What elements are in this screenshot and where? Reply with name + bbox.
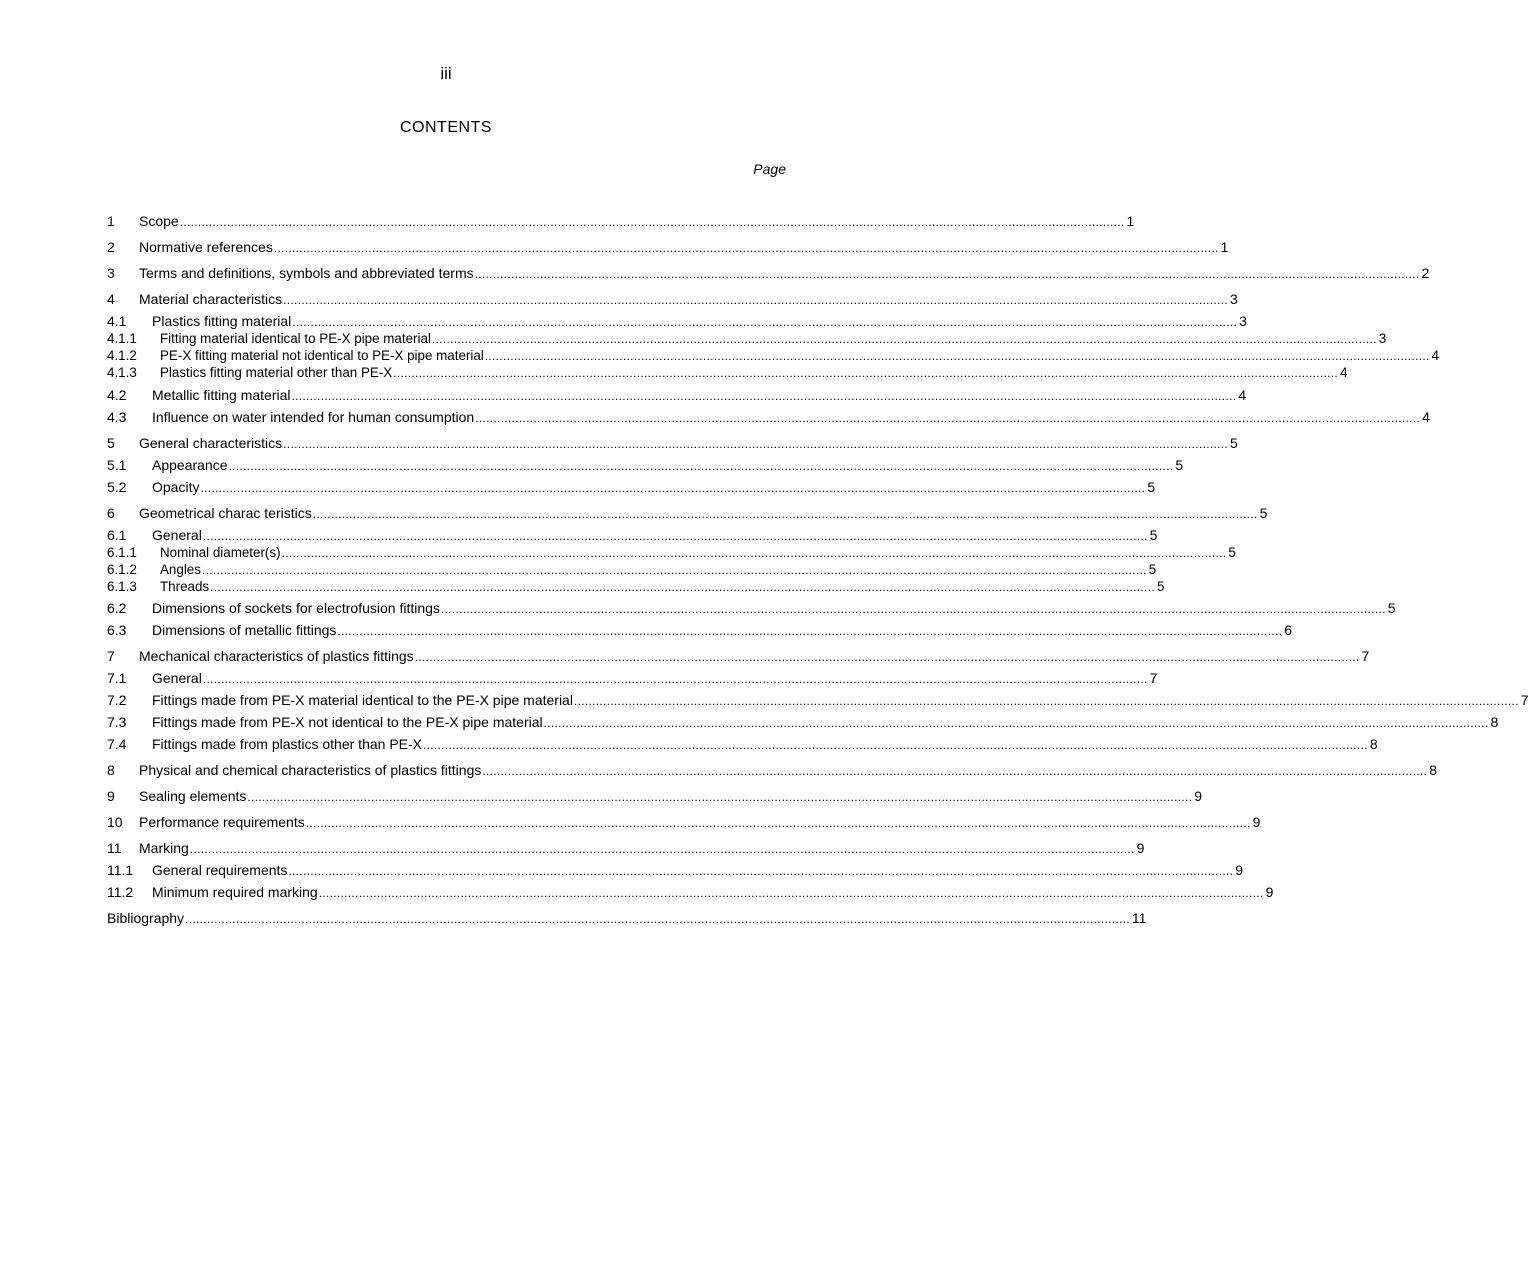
toc-entry[interactable] (107, 714, 1499, 731)
toc-entry-number: 2 (107, 239, 115, 255)
toc-entry-number: 8 (107, 762, 115, 778)
toc-entry-number: 11.2 (107, 884, 134, 900)
toc-entry-page: 4 (1238, 387, 1247, 403)
toc-dot-leader: .................................................................................................................................................................................................................................................................... (318, 886, 1264, 900)
toc-dot-leader: .................................................................................................................................................................................................................................................................... (288, 864, 1234, 878)
toc-entry-title: General characteristics (139, 435, 283, 451)
toc-entry-page: 8 (1369, 736, 1378, 752)
toc-entry-number: 5.2 (107, 479, 127, 495)
toc-entry[interactable] (107, 313, 1247, 330)
toc-dot-leader: .................................................................................................................................................................................................................................................................... (247, 790, 1193, 804)
toc-entry-number: 7 (107, 648, 115, 664)
toc-entry-page: 4 (1422, 409, 1430, 425)
toc-entry[interactable] (107, 762, 1437, 779)
toc-entry[interactable] (107, 670, 1158, 687)
toc-dot-leader: .................................................................................................................................................................................................................................................................... (337, 624, 1283, 638)
toc-entry-page: 5 (1228, 545, 1236, 560)
toc-entry-number: 1 (107, 213, 115, 229)
toc-entry-number: 4.3 (107, 409, 127, 425)
toc-entry-title: Physical and chemical characteristics of plastics fittings (139, 762, 482, 778)
toc-entry[interactable] (107, 692, 1529, 709)
toc-entry-page: 5 (1147, 479, 1156, 495)
toc-dot-leader: .................................................................................................................................................................................................................................................................... (291, 389, 1237, 403)
toc-entry-number: 6.1 (107, 527, 127, 543)
toc-entry[interactable] (107, 862, 1244, 879)
toc-entry[interactable] (107, 578, 1165, 595)
toc-dot-leader: .................................................................................................................................................................................................................................................................... (202, 672, 1148, 686)
toc-entry-page: 9 (1194, 788, 1203, 804)
toc-entry-page: 9 (1235, 862, 1244, 878)
toc-entry-page: 7 (1361, 648, 1370, 664)
toc-entry-number: 7.3 (107, 714, 127, 730)
contents-heading: CONTENTS (400, 119, 492, 136)
toc-dot-leader: .................................................................................................................................................................................................................................................................... (283, 437, 1229, 451)
toc-entry[interactable] (107, 457, 1184, 474)
toc-dot-leader: .................................................................................................................................................................................................................................................................... (201, 563, 1147, 577)
toc-entry-page: 5 (1175, 457, 1184, 473)
toc-entry-title: General (152, 527, 202, 543)
toc-entry-title: Bibliography (107, 910, 185, 926)
toc-dot-leader: .................................................................................................................................................................................................................................................................... (189, 842, 1135, 856)
toc-entry-number: 7.4 (107, 736, 127, 752)
toc-dot-leader: .................................................................................................................................................................................................................................................................... (431, 332, 1377, 346)
toc-entry-number: 6.1.1 (107, 545, 137, 560)
toc-dot-leader: .................................................................................................................................................................................................................................................................... (210, 580, 1155, 594)
toc-dot-leader: .................................................................................................................................................................................................................................................................... (292, 315, 1238, 329)
toc-entry-page: 8 (1490, 714, 1499, 730)
toc-entry-title: Dimensions of sockets for electrofusion fittings (152, 600, 440, 616)
toc-entry[interactable] (107, 347, 1440, 364)
toc-entry-page: 9 (1265, 884, 1274, 900)
toc-entry-page: 7 (1520, 692, 1529, 708)
toc-entry-page: 8 (1429, 762, 1437, 778)
page-column-label: Page (753, 161, 786, 177)
toc-entry-number: 11 (107, 840, 122, 856)
toc-entry-title: Mechanical characteristics of plastics fittings (139, 648, 414, 664)
toc-entry-page: 6 (1284, 622, 1293, 638)
toc-dot-leader: .................................................................................................................................................................................................................................................................... (228, 459, 1174, 473)
toc-dot-leader: .................................................................................................................................................................................................................................................................... (482, 764, 1428, 778)
toc-entry-number: 6.3 (107, 622, 127, 638)
toc-entry-number: 5 (107, 435, 115, 451)
toc-entry-title: Fittings made from PE-X not identical to the PE-X pipe material (152, 714, 543, 730)
toc-entry-title: Influence on water intended for human consumption (152, 409, 475, 425)
toc-entry[interactable] (107, 622, 1293, 639)
toc-entry-page: 3 (1230, 291, 1238, 307)
toc-entry-number: 4.1.2 (107, 348, 137, 363)
toc-entry[interactable] (107, 814, 1261, 831)
toc-entry-page: 3 (1239, 313, 1247, 329)
toc-dot-leader: .................................................................................................................................................................................................................................................................... (281, 546, 1227, 560)
toc-entry[interactable] (107, 788, 1203, 805)
toc-entry-page: 11 (1131, 910, 1147, 926)
toc-entry-title: Geometrical charac teristics (139, 505, 312, 521)
toc-entry-title: Scope (139, 213, 179, 229)
toc-entry[interactable] (107, 364, 1348, 381)
toc-entry-title: Nominal diameter(s) (160, 545, 281, 560)
toc-entry-page: 5 (1387, 600, 1396, 616)
toc-entry-page: 7 (1149, 670, 1158, 686)
toc-entry-title: Sealing elements (139, 788, 247, 804)
toc-entry-number: 7.2 (107, 692, 127, 708)
toc-entry-page: 3 (1378, 331, 1387, 346)
toc-entry-title: Appearance (152, 457, 228, 473)
toc-dot-leader: .................................................................................................................................................................................................................................................................... (440, 602, 1386, 616)
toc-entry-title: Fittings made from plastics other than PE-X (152, 736, 422, 752)
toc-dot-leader: .................................................................................................................................................................................................................................................................... (202, 529, 1148, 543)
toc-entry-number: 6.1.3 (107, 579, 137, 594)
toc-entry-page: 5 (1148, 562, 1157, 577)
toc-entry[interactable] (107, 239, 1229, 256)
toc-dot-leader: .................................................................................................................................................................................................................................................................... (474, 267, 1420, 281)
toc-dot-leader: .................................................................................................................................................................................................................................................................... (185, 912, 1130, 926)
toc-entry-title: Fitting material identical to PE-X pipe material (160, 331, 431, 346)
toc-entry-number: 6.1.2 (107, 562, 137, 577)
page-number: iii (440, 64, 452, 83)
toc-dot-leader: .................................................................................................................................................................................................................................................................... (484, 349, 1430, 363)
toc-entry-page: 1 (1126, 213, 1135, 229)
toc-entry[interactable] (107, 648, 1370, 665)
toc-entry[interactable] (107, 600, 1396, 617)
toc-dot-leader: .................................................................................................................................................................................................................................................................... (423, 738, 1368, 752)
toc-entry-number: 4.1.1 (107, 331, 137, 346)
toc-entry-title: Opacity (152, 479, 200, 495)
toc-entry-title: Terms and definitions, symbols and abbreviated terms (139, 265, 474, 281)
toc-entry-number: 6.2 (107, 600, 127, 616)
toc-dot-leader: .................................................................................................................................................................................................................................................................... (414, 650, 1360, 664)
toc-entry-page: 5 (1230, 435, 1238, 451)
toc-entry-page: 4 (1340, 365, 1348, 380)
toc-entry-title: PE-X fitting material not identical to PE-X pipe material (160, 348, 484, 363)
toc-entry-number: 4.1 (107, 313, 127, 329)
toc-entry[interactable] (107, 265, 1430, 282)
toc-entry-title: Normative references (139, 239, 273, 255)
toc-entry[interactable] (107, 387, 1247, 404)
toc-entry-page: 9 (1252, 814, 1261, 830)
toc-entry[interactable] (107, 527, 1158, 544)
toc-entry-title: Plastics fitting material (152, 313, 292, 329)
toc-entry-number: 7.1 (107, 670, 127, 686)
toc-entry-page: 5 (1259, 505, 1268, 521)
toc-entry-number: 9 (107, 788, 115, 804)
toc-entry-number: 4.1.3 (107, 365, 137, 380)
toc-entry-title: Angles (160, 562, 201, 577)
toc-dot-leader: .................................................................................................................................................................................................................................................................... (573, 694, 1519, 708)
toc-dot-leader: .................................................................................................................................................................................................................................................................... (312, 507, 1258, 521)
toc-entry-page: 1 (1220, 239, 1229, 255)
toc-entry-number: 4.2 (107, 387, 127, 403)
toc-entry-number: 11.1 (107, 862, 134, 878)
toc-entry-page: 5 (1149, 527, 1158, 543)
toc-entry-title: Plastics fitting material other than PE-X (160, 365, 393, 380)
toc-entry[interactable] (107, 561, 1157, 578)
toc-entry-title: Marking (139, 840, 189, 856)
toc-entry[interactable] (107, 505, 1268, 522)
toc-entry[interactable] (107, 840, 1145, 857)
toc-entry-page: 4 (1431, 348, 1440, 363)
toc-entry-title: Performance requirements (139, 814, 305, 830)
toc-dot-leader: .................................................................................................................................................................................................................................................................... (305, 816, 1251, 830)
toc-entry[interactable] (107, 409, 1430, 426)
toc-dot-leader: .................................................................................................................................................................................................................................................................... (283, 293, 1228, 307)
toc-dot-leader: .................................................................................................................................................................................................................................................................... (273, 241, 1219, 255)
toc-entry[interactable] (107, 544, 1236, 561)
toc-dot-leader: .................................................................................................................................................................................................................................................................... (543, 716, 1489, 730)
toc-entry[interactable] (107, 291, 1238, 308)
toc-entry-page: 2 (1421, 265, 1430, 281)
toc-entry-title: Threads (160, 579, 210, 594)
toc-entry-title: Dimensions of metallic fittings (152, 622, 337, 638)
toc-entry[interactable] (107, 910, 1147, 927)
toc-entry-number: 6 (107, 505, 115, 521)
toc-entry-title: Minimum required marking (152, 884, 318, 900)
toc-entry[interactable] (107, 479, 1156, 496)
toc-entry-number: 4 (107, 291, 115, 307)
toc-entry-number: 5.1 (107, 457, 127, 473)
toc-entry-page: 5 (1156, 579, 1165, 594)
toc-dot-leader: .................................................................................................................................................................................................................................................................... (475, 411, 1421, 425)
toc-entry[interactable] (107, 884, 1274, 901)
toc-entry-title: Material characteristics (139, 291, 283, 307)
toc-entry-title: Fittings made from PE-X material identical to the PE-X pipe material (152, 692, 573, 708)
toc-entry-title: General (152, 670, 202, 686)
toc-entry[interactable] (107, 213, 1135, 230)
toc-entry[interactable] (107, 330, 1387, 347)
toc-entry[interactable] (107, 736, 1378, 753)
toc-dot-leader: .................................................................................................................................................................................................................................................................... (393, 366, 1339, 380)
toc-entry-page: 9 (1136, 840, 1145, 856)
toc-entry-number: 3 (107, 265, 115, 281)
toc-entry-number: 10 (107, 814, 123, 830)
toc-entry-title: General requirements (152, 862, 288, 878)
toc-entry[interactable] (107, 435, 1238, 452)
toc-dot-leader: .................................................................................................................................................................................................................................................................... (179, 215, 1125, 229)
toc-dot-leader: .................................................................................................................................................................................................................................................................... (200, 481, 1146, 495)
toc-entry-title: Metallic fitting material (152, 387, 291, 403)
